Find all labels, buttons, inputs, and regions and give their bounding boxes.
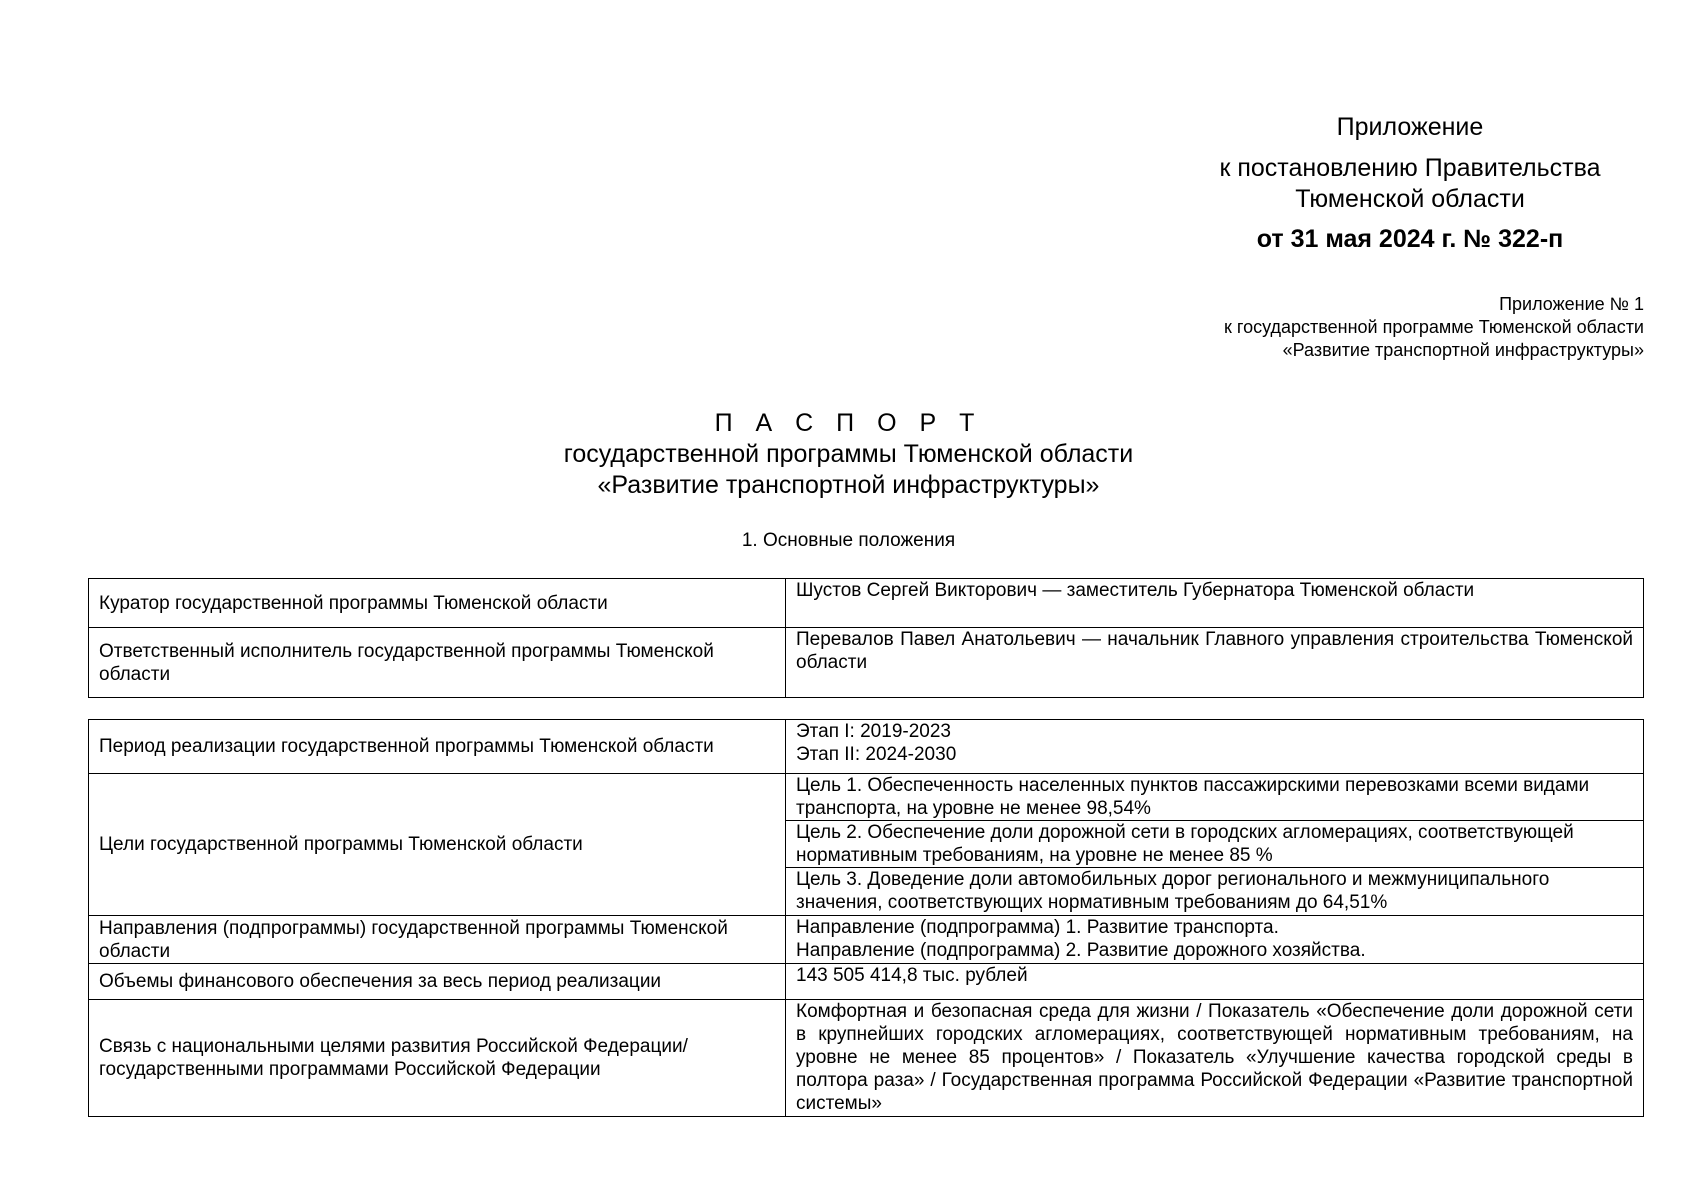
period-value [786,720,1644,774]
national-goals-value: Комфортная и безопасная среда для жизни / Показатель «Обеспечение доли дорожной сети в крупнейших городских агломерациях, соответствующей нормативным требованиям, на уровне не менее 85 процентов» / Показатель «Улучшение качества городской среды в полтора раза» / Государственная программа Российской Федерации «Развитие транспортной системы» [786,1000,1644,1117]
direction-1: Направление (подпрограмма) 1. Развитие транспорта. [796,917,1279,938]
table-row [89,720,1644,774]
goal-2: Цель 2. Обеспечение доли дорожной сети в городских агломерациях, соответствующей нормативным требованиям, на уровне не менее 85 % [786,821,1644,868]
funding-label: Объемы финансового обеспечения за весь период реализации [89,964,786,1000]
passport-title [0,408,1697,501]
period-stage-2: Этап II: 2024-2030 [796,744,957,765]
table-row [89,1000,1644,1117]
funding-value: 143 505 414,8 тыс. рублей [786,964,1644,1000]
table-row [89,774,1644,821]
directions-label: Направления (подпрограммы) государственной программы Тюменской области [89,916,786,964]
direction-2: Направление (подпрограмма) 2. Развитие дорожного хозяйства. [796,940,1366,961]
period-label: Период реализации государственной программы Тюменской области [89,720,786,774]
appendix-program-line: к государственной программе Тюменской области [1224,317,1644,337]
period-stage-1: Этап I: 2019-2023 [796,721,951,742]
appendix-program-name: «Развитие транспортной инфраструктуры» [1282,340,1644,360]
appendix-date-number: от 31 мая 2024 г. № 322-п [1256,225,1564,253]
responsibility-table [88,578,1644,698]
goal-1: Цель 1. Обеспеченность населенных пунктов пассажирскими перевозками всеми видами транспорта, на уровне не менее 98,54% [786,774,1644,821]
table-row [89,964,1644,1000]
curator-value: Шустов Сергей Викторович — заместитель Губернатора Тюменской области [786,579,1644,628]
goal-3: Цель 3. Доведение доли автомобильных дорог регионального и межмуниципального значения, соответствующих нормативным требованиям до 64,51% [786,868,1644,916]
directions-value [786,916,1644,964]
appendix-title: Приложение [1336,113,1484,141]
passport-subtitle: государственной программы Тюменской области [563,440,1134,468]
executor-label: Ответственный исполнитель государственной программы Тюменской области [89,628,786,698]
curator-label: Куратор государственной программы Тюменской области [89,579,786,628]
program-details-table [88,719,1644,1117]
national-goals-label: Связь с национальными целями развития Российской Федерации/ государственными программами Российской Федерации [89,1000,786,1117]
executor-value: Перевалов Павел Анатольевич — начальник Главного управления строительства Тюменской области [786,628,1644,698]
section-title: 1. Основные положения [741,530,956,551]
passport-program-name: «Развитие транспортной инфраструктуры» [597,471,1100,499]
appendix-program-reference [1224,293,1644,362]
table-row [89,916,1644,964]
appendix-header [1180,112,1640,255]
appendix-number: Приложение № 1 [1499,294,1644,314]
appendix-resolution: к постановлению Правительства Тюменской области [1219,154,1601,213]
goals-label: Цели государственной программы Тюменской области [89,774,786,916]
passport-heading: П А С П О Р Т [714,409,983,437]
table-row [89,628,1644,698]
table-row [89,579,1644,628]
